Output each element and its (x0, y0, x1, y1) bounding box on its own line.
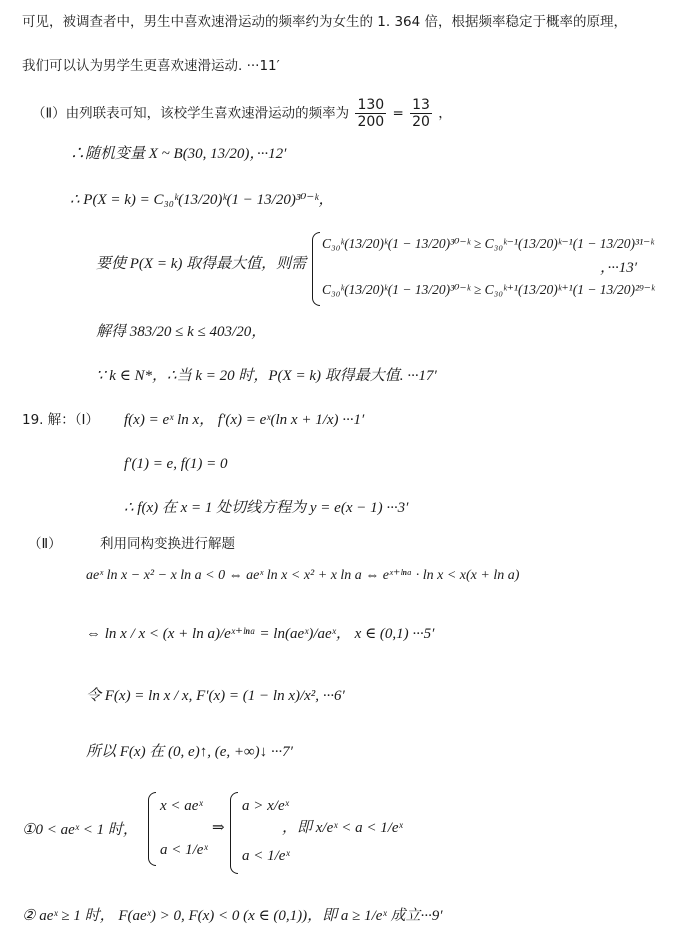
q19-part2-label: （Ⅱ） (28, 536, 62, 552)
fraction (355, 98, 386, 129)
case1-head: ①0 < aeˣ < 1 时， (22, 822, 138, 838)
part2-label: （Ⅱ）由列联表可知，该校学生喜欢速滑运动的频率为 (32, 105, 350, 122)
case1-brace-right (230, 792, 238, 874)
inequality-2: ⇔ ln x / x < (x + ln a)/eˣ⁺ˡⁿᵃ = ln(aeˣ)/aeˣ， x ∈ (0,1) ···5′ (86, 626, 435, 642)
f-definition: f(x) = eˣ ln x， f′(x) = eˣ(ln x + 1/x) ···1′ (124, 412, 365, 428)
probability-line: ∴ P(X = k) = C₃₀ᵏ(13/20)ᵏ(1 − 13/20)³⁰⁻ᵏ， (70, 192, 334, 208)
condition-line: 要使 P(X = k) 取得最大值，则需 (96, 256, 307, 272)
F-definition: 令 F(x) = ln x / x, F′(x) = (1 − ln x)/x², ···6′ (86, 688, 345, 704)
case1-res-a: a > x/eˣ (242, 798, 289, 814)
implies-arrow: ⇒ (212, 820, 225, 836)
case1-sys-a: x < aeˣ (160, 798, 203, 814)
numerator: 13 (412, 97, 430, 113)
system-row-2: C₃₀ᵏ(13/20)ᵏ(1 − 13/20)³⁰⁻ᵏ ≥ C₃₀ᵏ⁺¹(13/20)ᵏ⁺¹(1 − 13/20)²⁹⁻ᵏ (322, 282, 655, 297)
tangent-line: ∴ f(x) 在 x = 1 处切线方程为 y = e(x − 1) ···3′ (124, 500, 409, 516)
fraction (410, 98, 432, 129)
values-line: f′(1) = e, f(1) = 0 (124, 456, 228, 472)
system-row-1: C₃₀ᵏ(13/20)ᵏ(1 − 13/20)³⁰⁻ᵏ ≥ C₃₀ᵏ⁻¹(13/20)ᵏ⁻¹(1 − 13/20)³¹⁻ᵏ (322, 236, 655, 251)
random-variable-line: ∴随机变量 X ~ B(30, 13/20)，···12′ (70, 146, 287, 162)
case1-brace-left (148, 792, 156, 866)
case1-tail: ，即 x/eˣ < a < 1/eˣ (282, 820, 403, 836)
monotonicity-line: 所以 F(x) 在 (0, e)↑, (e, +∞)↓ ···7′ (86, 744, 293, 760)
case2-line: ② aeˣ ≥ 1 时， F(aeˣ) > 0, F(x) < 0 (x ∈ (0,1))，即 a ≥ 1/eˣ 成立···9′ (22, 908, 443, 924)
case1-sys-b: a < 1/eˣ (160, 842, 208, 858)
denominator: 20 (412, 114, 430, 130)
inequality-1: aeˣ ln x − x² − x ln a < 0 ⇔ aeˣ ln x < x² + x ln a ⇔ eˣ⁺ˡⁿᵃ · ln x < x(x + ln a) (86, 568, 520, 583)
text-line-2: 我们可以认为男学生更喜欢速滑运动. ···11′ (22, 58, 280, 74)
score-mark-13: ，···13′ (600, 260, 638, 276)
case1-res-b: a < 1/eˣ (242, 848, 290, 864)
part2-heading: （Ⅱ）由列联表可知，该校学生喜欢速滑运动的频率为 $\frac{130}{200}$ = $\frac{13}{20}$ ， (32, 97, 452, 130)
system-brace (312, 232, 320, 306)
numerator: 130 (357, 97, 385, 113)
q19-head: 19. 解：（Ⅰ） (22, 412, 99, 428)
q19-part2-text: 利用同构变换进行解题 (100, 536, 235, 552)
denominator: 200 (357, 114, 385, 130)
text-line-1: 可见，被调查者中，男生中喜欢速滑运动的频率约为女生的 1. 364 倍，根据频率稳定于概率的原理， (22, 14, 628, 30)
solve-line: 解得 383/20 ≤ k ≤ 403/20， (96, 324, 267, 340)
final-line: ∵ k ∈ N*，∴当 k = 20 时，P(X = k) 取得最大值. ···17′ (96, 368, 437, 384)
